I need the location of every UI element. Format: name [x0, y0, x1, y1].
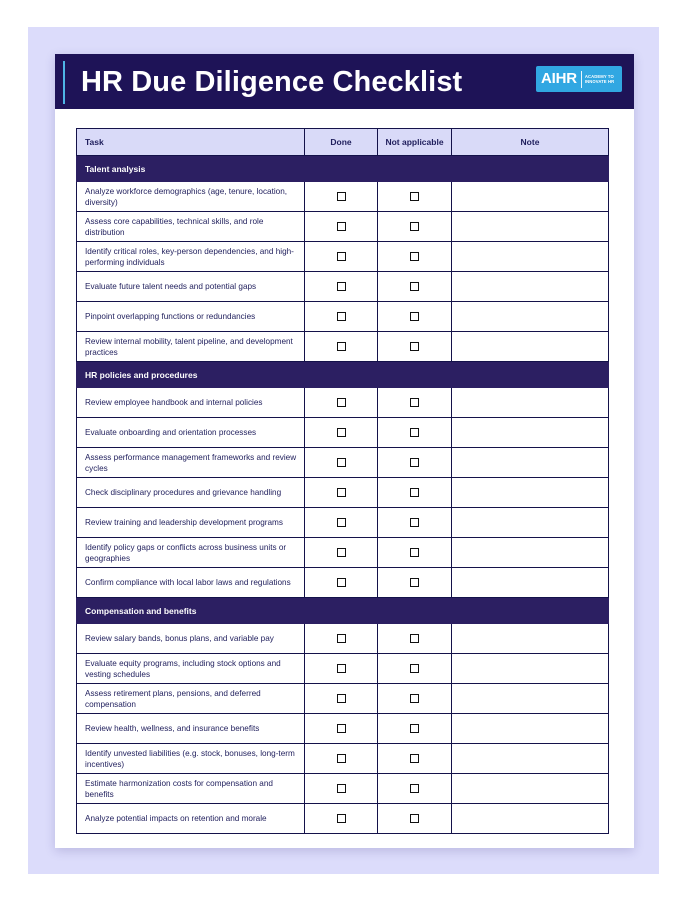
not-applicable-checkbox[interactable] [410, 784, 419, 793]
done-checkbox[interactable] [337, 724, 346, 733]
note-cell[interactable] [452, 538, 609, 568]
not-applicable-cell [378, 804, 452, 834]
task-label: Review training and leadership development programs [77, 508, 305, 538]
task-label: Review health, wellness, and insurance benefits [77, 714, 305, 744]
done-checkbox[interactable] [337, 548, 346, 557]
section-header-row [77, 598, 609, 624]
done-checkbox[interactable] [337, 282, 346, 291]
done-cell [305, 684, 378, 714]
done-cell [305, 478, 378, 508]
done-checkbox[interactable] [337, 634, 346, 643]
not-applicable-cell [378, 744, 452, 774]
done-checkbox[interactable] [337, 518, 346, 527]
done-checkbox[interactable] [337, 458, 346, 467]
done-checkbox[interactable] [337, 578, 346, 587]
not-applicable-checkbox[interactable] [410, 518, 419, 527]
not-applicable-checkbox[interactable] [410, 428, 419, 437]
checklist-row [77, 182, 609, 212]
not-applicable-checkbox[interactable] [410, 724, 419, 733]
checklist-row [77, 212, 609, 242]
done-checkbox[interactable] [337, 784, 346, 793]
note-cell[interactable] [452, 418, 609, 448]
task-label: Identify unvested liabilities (e.g. stock, bonuses, long-term incentives) [77, 744, 305, 774]
not-applicable-cell [378, 684, 452, 714]
section-header-row [77, 156, 609, 182]
section-title: Compensation and benefits [77, 598, 609, 624]
not-applicable-cell [378, 302, 452, 332]
column-header-row [77, 129, 609, 156]
checklist-row [77, 242, 609, 272]
title-banner [55, 54, 634, 109]
not-applicable-cell [378, 448, 452, 478]
not-applicable-cell [378, 568, 452, 598]
done-cell [305, 654, 378, 684]
done-cell [305, 182, 378, 212]
note-cell[interactable] [452, 182, 609, 212]
checklist-row [77, 774, 609, 804]
not-applicable-cell [378, 212, 452, 242]
task-label: Identify critical roles, key-person dependencies, and high-performing individuals [77, 242, 305, 272]
note-cell[interactable] [452, 714, 609, 744]
task-label: Review internal mobility, talent pipeline, and development practices [77, 332, 305, 362]
done-cell [305, 242, 378, 272]
not-applicable-checkbox[interactable] [410, 814, 419, 823]
note-cell[interactable] [452, 744, 609, 774]
done-cell [305, 332, 378, 362]
task-label: Evaluate future talent needs and potential gaps [77, 272, 305, 302]
done-cell [305, 714, 378, 744]
logo-tagline: ACADEMY TO INNOVATE HR [584, 74, 615, 84]
column-header-task: Task [77, 129, 305, 156]
task-label: Evaluate equity programs, including stock options and vesting schedules [77, 654, 305, 684]
task-label: Review employee handbook and internal policies [77, 388, 305, 418]
done-cell [305, 804, 378, 834]
column-header-not-applicable: Not applicable [378, 129, 452, 156]
logo-wordmark: AIHR [541, 70, 577, 87]
checklist-row [77, 448, 609, 478]
checklist-row [77, 272, 609, 302]
checklist-row [77, 568, 609, 598]
note-cell[interactable] [452, 568, 609, 598]
not-applicable-cell [378, 182, 452, 212]
task-label: Evaluate onboarding and orientation processes [77, 418, 305, 448]
done-checkbox[interactable] [337, 814, 346, 823]
done-checkbox[interactable] [337, 342, 346, 351]
checklist-row [77, 744, 609, 774]
logo-divider [581, 71, 582, 88]
not-applicable-checkbox[interactable] [410, 342, 419, 351]
note-cell[interactable] [452, 508, 609, 538]
task-label: Review salary bands, bonus plans, and variable pay [77, 624, 305, 654]
checklist-row [77, 332, 609, 362]
task-label: Identify policy gaps or conflicts across business units or geographies [77, 538, 305, 568]
checklist-row [77, 508, 609, 538]
done-checkbox[interactable] [337, 398, 346, 407]
done-cell [305, 272, 378, 302]
done-cell [305, 388, 378, 418]
done-cell [305, 568, 378, 598]
not-applicable-checkbox[interactable] [410, 488, 419, 497]
not-applicable-cell [378, 418, 452, 448]
checklist-row [77, 684, 609, 714]
task-label: Assess retirement plans, pensions, and deferred compensation [77, 684, 305, 714]
section-title: Talent analysis [77, 156, 609, 182]
note-cell[interactable] [452, 448, 609, 478]
done-cell [305, 418, 378, 448]
note-cell[interactable] [452, 302, 609, 332]
checklist-row [77, 418, 609, 448]
note-cell[interactable] [452, 212, 609, 242]
not-applicable-cell [378, 508, 452, 538]
done-checkbox[interactable] [337, 252, 346, 261]
not-applicable-checkbox[interactable] [410, 282, 419, 291]
done-cell [305, 448, 378, 478]
not-applicable-checkbox[interactable] [410, 222, 419, 231]
note-cell[interactable] [452, 242, 609, 272]
checklist-row [77, 654, 609, 684]
not-applicable-cell [378, 478, 452, 508]
banner-accent-bar [63, 61, 65, 104]
checklist-row [77, 302, 609, 332]
not-applicable-cell [378, 272, 452, 302]
done-checkbox[interactable] [337, 664, 346, 673]
done-cell [305, 744, 378, 774]
not-applicable-checkbox[interactable] [410, 192, 419, 201]
not-applicable-cell [378, 624, 452, 654]
task-label: Pinpoint overlapping functions or redundancies [77, 302, 305, 332]
note-cell[interactable] [452, 332, 609, 362]
done-checkbox[interactable] [337, 754, 346, 763]
not-applicable-checkbox[interactable] [410, 634, 419, 643]
done-cell [305, 538, 378, 568]
not-applicable-checkbox[interactable] [410, 664, 419, 673]
task-label: Analyze potential impacts on retention and morale [77, 804, 305, 834]
checklist-row [77, 538, 609, 568]
note-cell[interactable] [452, 478, 609, 508]
not-applicable-checkbox[interactable] [410, 398, 419, 407]
column-header-note: Note [452, 129, 609, 156]
checklist-sheet [55, 54, 634, 848]
not-applicable-cell [378, 332, 452, 362]
not-applicable-checkbox[interactable] [410, 312, 419, 321]
section-title: HR policies and procedures [77, 362, 609, 388]
checklist-row [77, 804, 609, 834]
checklist-row [77, 478, 609, 508]
done-cell [305, 508, 378, 538]
done-checkbox[interactable] [337, 222, 346, 231]
done-checkbox[interactable] [337, 428, 346, 437]
done-checkbox[interactable] [337, 192, 346, 201]
note-cell[interactable] [452, 774, 609, 804]
section-header-row [77, 362, 609, 388]
checklist-table [76, 128, 609, 834]
note-cell[interactable] [452, 654, 609, 684]
column-header-done: Done [305, 129, 378, 156]
task-label: Estimate harmonization costs for compensation and benefits [77, 774, 305, 804]
not-applicable-checkbox[interactable] [410, 694, 419, 703]
done-cell [305, 302, 378, 332]
task-label: Analyze workforce demographics (age, tenure, location, diversity) [77, 182, 305, 212]
done-cell [305, 624, 378, 654]
note-cell[interactable] [452, 624, 609, 654]
task-label: Assess core capabilities, technical skills, and role distribution [77, 212, 305, 242]
done-checkbox[interactable] [337, 694, 346, 703]
not-applicable-cell [378, 538, 452, 568]
not-applicable-cell [378, 654, 452, 684]
checklist-row [77, 388, 609, 418]
note-cell[interactable] [452, 804, 609, 834]
task-label: Check disciplinary procedures and grievance handling [77, 478, 305, 508]
note-cell[interactable] [452, 684, 609, 714]
aihr-logo [536, 66, 622, 92]
task-label: Assess performance management frameworks and review cycles [77, 448, 305, 478]
not-applicable-cell [378, 242, 452, 272]
not-applicable-cell [378, 714, 452, 744]
document-title: HR Due Diligence Checklist [81, 66, 463, 98]
not-applicable-checkbox[interactable] [410, 252, 419, 261]
note-cell[interactable] [452, 388, 609, 418]
checklist-row [77, 624, 609, 654]
done-checkbox[interactable] [337, 488, 346, 497]
not-applicable-checkbox[interactable] [410, 458, 419, 467]
not-applicable-checkbox[interactable] [410, 548, 419, 557]
checklist-row [77, 714, 609, 744]
note-cell[interactable] [452, 272, 609, 302]
done-checkbox[interactable] [337, 312, 346, 321]
done-cell [305, 774, 378, 804]
not-applicable-checkbox[interactable] [410, 578, 419, 587]
not-applicable-cell [378, 388, 452, 418]
task-label: Confirm compliance with local labor laws and regulations [77, 568, 305, 598]
not-applicable-cell [378, 774, 452, 804]
done-cell [305, 212, 378, 242]
not-applicable-checkbox[interactable] [410, 754, 419, 763]
